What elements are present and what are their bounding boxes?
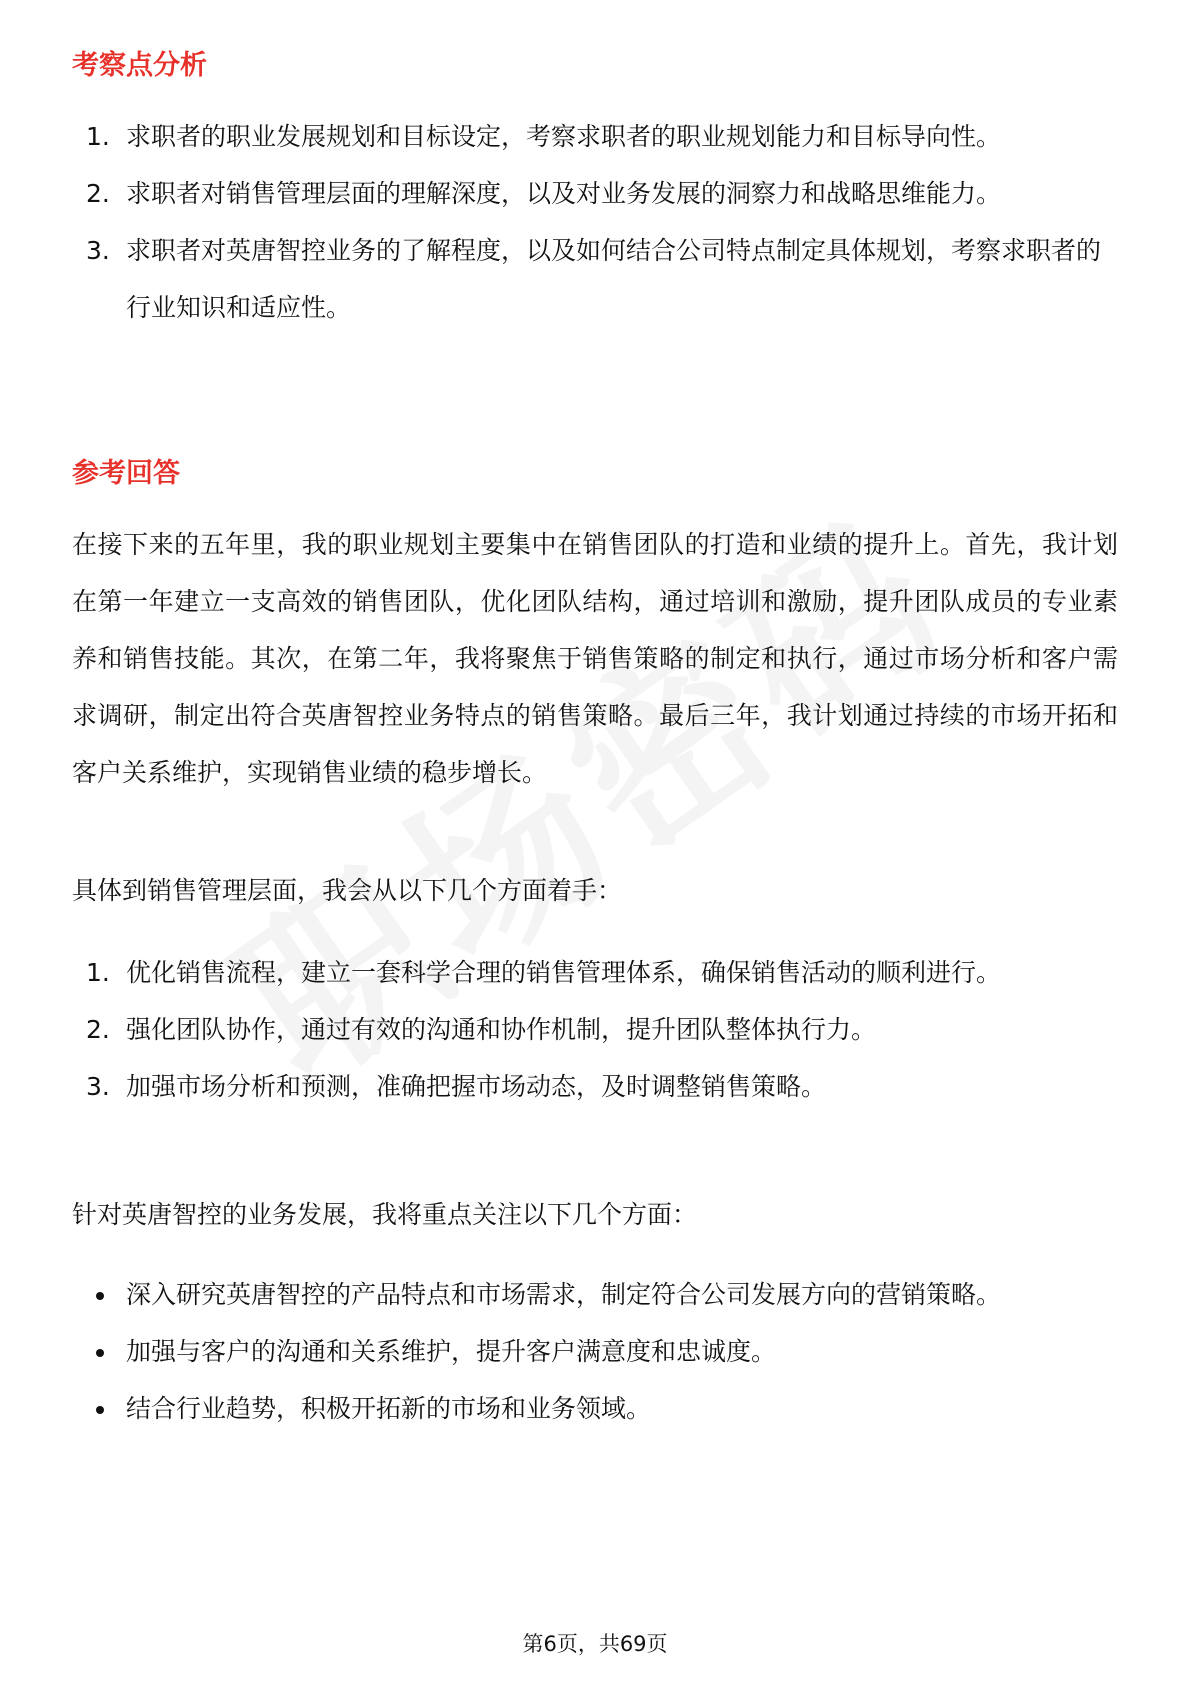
bullet-icon bbox=[96, 1292, 104, 1300]
list-item-text: 强化团队协作，通过有效的沟通和协作机制，提升团队整体执行力。 bbox=[126, 1015, 877, 1044]
list-item bbox=[72, 1001, 1118, 1058]
list-number: 3. bbox=[86, 236, 110, 265]
list-item bbox=[72, 108, 1118, 165]
list-item-text: 求职者对英唐智控业务的了解程度，以及如何结合公司特点制定具体规划，考察求职者的行业知识和适应性。 bbox=[126, 236, 1102, 322]
list-item bbox=[72, 944, 1118, 1001]
list-item-text: 深入研究英唐智控的产品特点和市场需求，制定符合公司发展方向的营销策略。 bbox=[126, 1280, 1002, 1309]
list-item-text: 求职者的职业发展规划和目标设定，考察求职者的职业规划能力和目标导向性。 bbox=[126, 122, 1002, 151]
section-title-answer: 参考回答 bbox=[72, 458, 180, 489]
list-item-text: 加强市场分析和预测，准确把握市场动态，及时调整销售策略。 bbox=[126, 1072, 827, 1101]
list-number: 1. bbox=[86, 122, 110, 151]
list-item-text: 结合行业趋势，积极开拓新的市场和业务领域。 bbox=[126, 1394, 652, 1423]
list-number: 1. bbox=[86, 958, 110, 987]
answer-paragraph-2: 具体到销售管理层面，我会从以下几个方面着手： bbox=[72, 876, 623, 905]
list-item bbox=[72, 1266, 1118, 1323]
list-item bbox=[72, 165, 1118, 222]
answer-paragraph-3: 针对英唐智控的业务发展，我将重点关注以下几个方面： bbox=[72, 1200, 698, 1229]
list-number: 3. bbox=[86, 1072, 110, 1101]
list-item-text: 求职者对销售管理层面的理解深度，以及对业务发展的洞察力和战略思维能力。 bbox=[126, 179, 1002, 208]
page-footer: 第6页，共69页 bbox=[522, 1632, 668, 1656]
section-title-analysis: 考察点分析 bbox=[72, 50, 207, 81]
list-item bbox=[72, 222, 1118, 336]
list-item-text: 优化销售流程，建立一套科学合理的销售管理体系，确保销售活动的顺利进行。 bbox=[126, 958, 1002, 987]
bullet-icon bbox=[96, 1406, 104, 1414]
list-number: 2. bbox=[86, 179, 110, 208]
list-number: 2. bbox=[86, 1015, 110, 1044]
analysis-list bbox=[72, 108, 1118, 336]
list-item bbox=[72, 1058, 1118, 1115]
bullet-icon bbox=[96, 1349, 104, 1357]
list-item bbox=[72, 1380, 1118, 1437]
list-item bbox=[72, 1323, 1118, 1380]
management-list bbox=[72, 944, 1118, 1115]
list-item-text: 加强与客户的沟通和关系维护，提升客户满意度和忠诚度。 bbox=[126, 1337, 777, 1366]
answer-paragraph-1: 在接下来的五年里，我的职业规划主要集中在销售团队的打造和业绩的提升上。首先，我计划在第一年建立一支高效的销售团队，优化团队结构，通过培训和激励，提升团队成员的专业素养和销售技能。其次，在第二年，我将聚焦于销售策略的制定和执行，通过市场分析和客户需求调研，制定出符合英唐智控业务特点的销售策略。最后三年，我计划通过持续的市场开拓和客户关系维护，实现销售业绩的稳步增长。 bbox=[72, 530, 1118, 787]
business-list bbox=[72, 1266, 1118, 1437]
